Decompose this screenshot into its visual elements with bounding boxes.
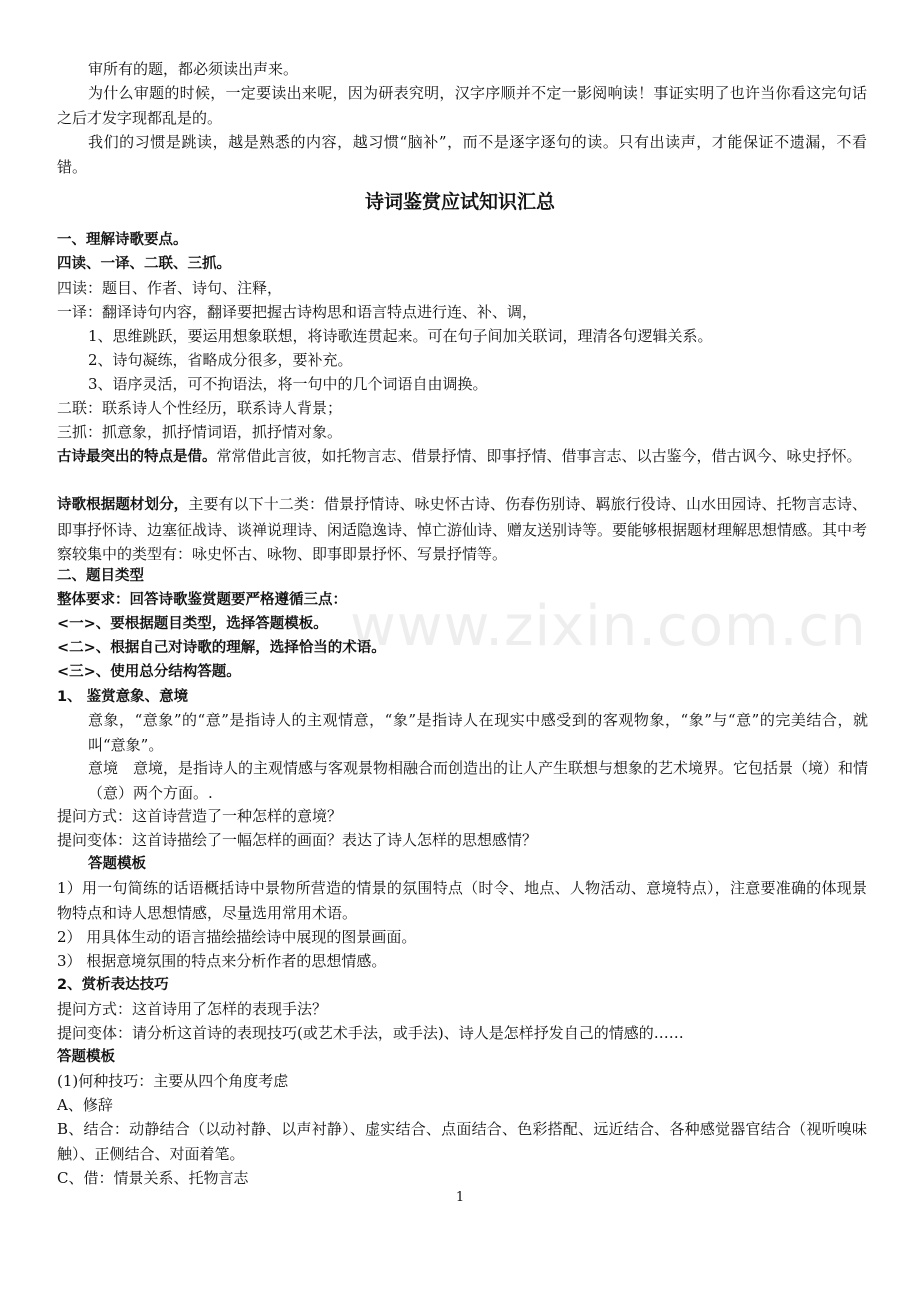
question-format-1: 提问方式：这首诗营造了一种怎样的意境？ xyxy=(57,807,343,825)
question-variant-2: 提问变体：请分析这首诗的表现技巧(或艺术手法，或手法)、诗人是怎样抒发自己的情感的…… xyxy=(57,1024,684,1042)
question-format-2: 提问方式：这首诗用了怎样的表现手法？ xyxy=(57,1000,328,1018)
requirement-3: <三>、使用总分结构答题。 xyxy=(57,664,241,680)
yiyi-item-3: 3、语序灵活，可不拘语法，将一句中的几个词语自由调换。 xyxy=(88,375,488,393)
yiyi-item-2: 2、诗句凝练，省略成分很多，要补充。 xyxy=(88,351,353,369)
jie-text: 常常借此言彼，如托物言志、借景抒情、即事抒情、借事言志、以古鉴今，借古讽今、咏史抒怀。 xyxy=(216,447,862,465)
subsection-2-heading: 2、赏析表达技巧 xyxy=(57,977,169,993)
page-number: 1 xyxy=(455,1190,465,1205)
technique-a: A、修辞 xyxy=(57,1096,113,1114)
technique-b: B、结合：动静结合（以动衬静、以声衬静）、虚实结合、点面结合、色彩搭配、远近结合、各种感觉器官结合（视听嗅味触）、正侧结合、对面着笔。 xyxy=(57,1120,867,1163)
ticai-text: 主要有以下十二类：借景抒情诗、咏史怀古诗、伤春伤别诗、羁旅行役诗、山水田园诗、托物言志诗、即事抒怀诗、边塞征战诗、谈禅说理诗、闲适隐逸诗、悼亡游仙诗、赠友送别诗等。要能够根据题材理解思想情感。其中考察较集中的类型有：咏史怀古、咏物、即事即景抒怀、写景抒情等。 xyxy=(57,495,868,563)
sanzhua-line: 三抓：抓意象，抓抒情词语，抓抒情对象。 xyxy=(57,423,343,441)
intro-paragraph-3: 我们的习惯是跳读，越是熟悉的内容，越习惯“脑补”，而不是逐字逐句的读。只有出读声，才能保证不遗漏，不看错。 xyxy=(57,133,867,176)
intro-line-1: 审所有的题，都必须读出声来。 xyxy=(88,60,299,78)
section-heading-2: 二、题目类型 xyxy=(57,568,144,584)
answer-step-3: 3） 根据意境氛围的特点来分析作者的思想情感。 xyxy=(57,952,387,970)
intro-paragraph-2: 为什么审题的时候，一定要读出来呢，因为研表究明，汉字序顺并不定一影阅响读！事证实明了也许当你看这完句话之后才发字现都乱是的。 xyxy=(57,84,867,127)
sidu-line: 四读：题目、作者、诗句、注释， xyxy=(57,279,283,297)
subsection-1-heading: 1、 鉴赏意象、意境 xyxy=(57,689,189,705)
answer-step-2: 2） 用具体生动的语言描绘描绘诗中展现的图景画面。 xyxy=(57,928,417,946)
yiyi-item-1: 1、思维跳跃，要运用想象联想，将诗歌连贯起来。可在句子间加关联词，理清各句逻辑关系。 xyxy=(88,327,713,345)
jie-paragraph xyxy=(57,444,867,470)
section-subheading-1: 四读、一译、二联、三抓。 xyxy=(57,256,231,272)
answer-template-heading-2: 答题模板 xyxy=(57,1049,115,1065)
requirement-2: <二>、根据自己对诗歌的理解，选择恰当的术语。 xyxy=(57,640,386,656)
yijing-paragraph: 意境 意境，是指诗人的主观情感与客观景物相融合而创造出的让人产生联想与想象的艺术境界。它包括景（境）和情（意）两个方面。. xyxy=(88,759,869,802)
jie-bold-text: 古诗最突出的特点是借。 xyxy=(57,449,217,465)
yiyi-line: 一译：翻译诗句内容，翻译要把握古诗构思和语言特点进行连、补、调， xyxy=(57,303,538,321)
requirement-heading: 整体要求：回答诗歌鉴赏题要严格遵循三点： xyxy=(57,592,347,608)
technique-intro: (1)何种技巧：主要从四个角度考虑 xyxy=(57,1072,289,1090)
section-heading-1: 一、理解诗歌要点。 xyxy=(57,232,188,248)
erlian-line: 二联：联系诗人个性经历，联系诗人背景； xyxy=(57,399,343,417)
page-title: 诗词鉴赏应试知识汇总 xyxy=(364,191,555,213)
watermark-text: www.zixin.com.cn xyxy=(350,594,867,659)
ticai-bold-text: 诗歌根据题材划分， xyxy=(57,497,189,513)
question-variant-1: 提问变体：这首诗描绘了一幅怎样的画面？表达了诗人怎样的思想感情？ xyxy=(57,831,538,849)
answer-step-1: 1）用一句简练的话语概括诗中景物所营造的情景的氛围特点（时令、地点、人物活动、意境特点），注意要准确的体现景物特点和诗人思想情感，尽量选用常用术语。 xyxy=(57,879,867,922)
answer-template-heading-1: 答题模板 xyxy=(88,856,146,872)
yixiang-paragraph: 意象，“意象”的“意”是指诗人的主观情意，“象”是指诗人在现实中感受到的客观物象，“象”与“意”的完美结合，就叫“意象”。 xyxy=(88,711,868,754)
ticai-paragraph xyxy=(57,492,867,567)
technique-c: C、借：情景关系、托物言志 xyxy=(57,1169,249,1187)
requirement-1: <一>、要根据题目类型，选择答题模板。 xyxy=(57,616,328,632)
